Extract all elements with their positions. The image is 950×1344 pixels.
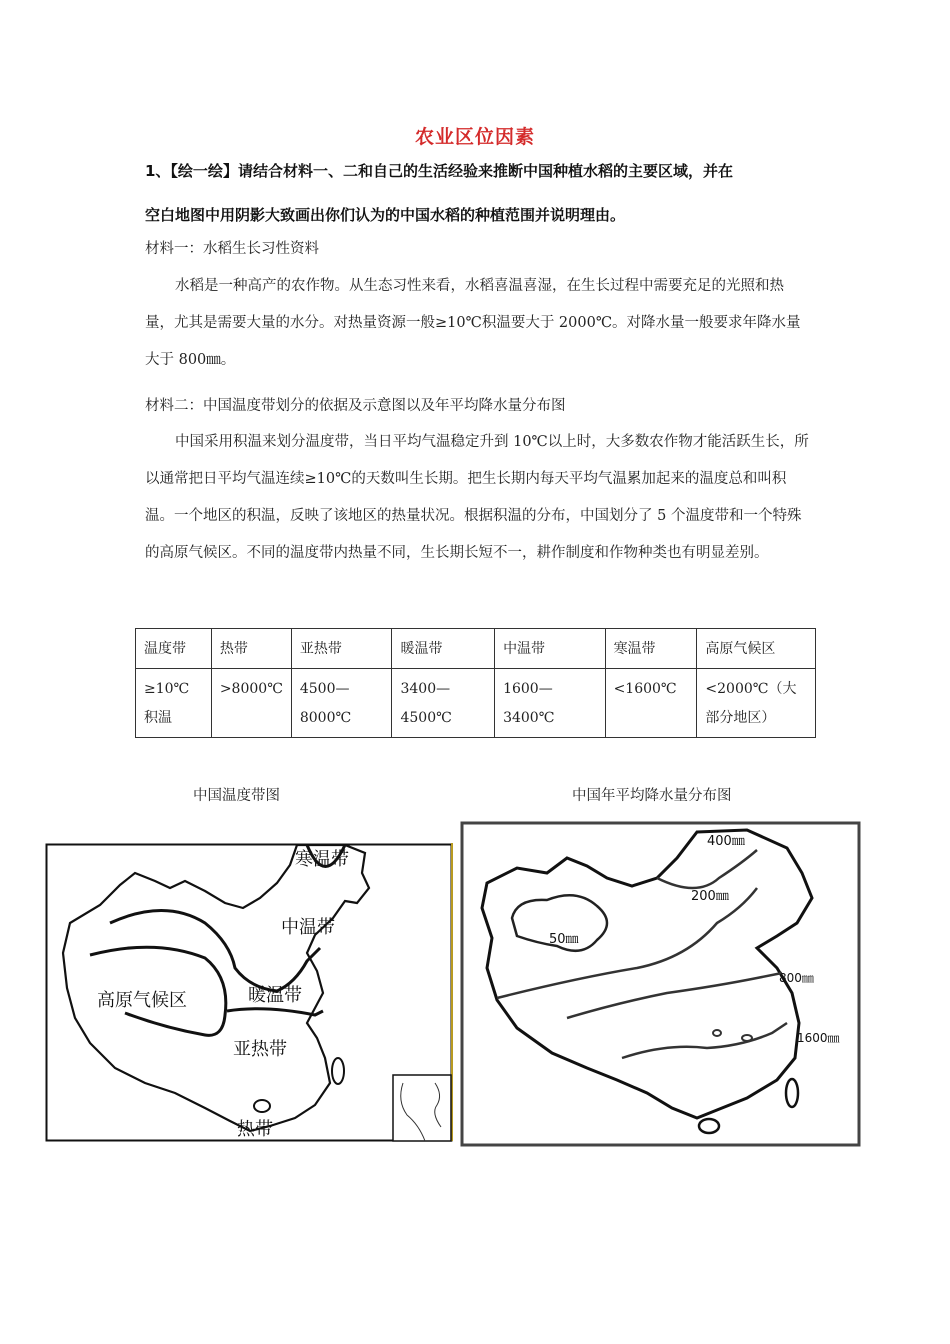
table-header-cell: 寒温带	[605, 629, 697, 669]
label-tropical: 热带	[237, 1119, 273, 1140]
material2-heading: 材料二：中国温度带划分的依据及示意图以及年平均降水量分布图	[145, 398, 566, 414]
question-line-1: 1、【绘一绘】请结合材料一、二和自己的生活经验来推断中国种植水稻的主要区域，并在	[145, 162, 733, 180]
label-plateau: 高原气候区	[97, 990, 187, 1011]
label-mid-temperate: 中温带	[281, 917, 335, 938]
table-header-cell: 亚热带	[291, 629, 392, 669]
table-row	[136, 669, 816, 738]
label-warm-temperate: 暖温带	[248, 985, 302, 1006]
table-cell: >8000℃	[211, 669, 291, 738]
table-cell: 3400—4500℃	[392, 669, 495, 738]
material2-body: 中国采用积温来划分温度带，当日平均气温稳定升到 10℃以上时，大多数农作物才能活跃生长，所以通常把日平均气温连续≥10℃的天数叫生长期。把生长期内每天平均气温累加起来的温度总和叫积温。一个地区的积温，反映了该地区的热量状况。根据积温的分布，中国划分了 5 个温度带和一个特殊的高原气候区。不同的温度带内热量不同，生长期长短不一，耕作制度和作物种类也有明显差别。	[145, 434, 809, 561]
table-cell: 1600—3400℃	[495, 669, 606, 738]
label-400mm: 400㎜	[707, 834, 745, 849]
precipitation-map	[457, 818, 865, 1150]
label-200mm: 200㎜	[691, 889, 729, 904]
temperature-zone-table	[135, 628, 816, 738]
table-header-cell: 中温带	[495, 629, 606, 669]
table-header-row	[136, 629, 816, 669]
table-cell: 4500—8000℃	[291, 669, 392, 738]
label-1600mm: 1600㎜	[797, 1031, 840, 1045]
question-line-2: 空白地图中用阴影大致画出你们认为的中国水稻的种植范围并说明理由。	[145, 206, 626, 224]
table-header-cell: 暖温带	[392, 629, 495, 669]
map1-caption: 中国温度带图	[193, 788, 280, 804]
label-800mm: 800㎜	[779, 971, 814, 985]
temperature-zone-map	[45, 843, 455, 1143]
table-header-cell: 温度带	[136, 629, 212, 669]
label-cold-temperate: 寒温带	[295, 849, 349, 870]
table-cell: ≥10℃积温	[136, 669, 212, 738]
table-cell: <2000℃（大部分地区）	[697, 669, 816, 738]
material1-heading: 材料一：水稻生长习性资料	[145, 241, 319, 257]
table-header-cell: 热带	[211, 629, 291, 669]
table-cell: <1600℃	[605, 669, 697, 738]
page-title: 农业区位因素	[414, 126, 535, 148]
material1-body: 水稻是一种高产的农作物。从生态习性来看，水稻喜温喜湿，在生长过程中需要充足的光照和热量，尤其是需要大量的水分。对热量资源一般≥10℃积温要大于 2000℃。对降水量一般要求年降水量大于 800㎜。	[145, 278, 801, 368]
label-50mm: 50㎜	[549, 932, 579, 947]
map2-caption: 中国年平均降水量分布图	[572, 788, 732, 804]
table-header-cell: 高原气候区	[697, 629, 816, 669]
label-subtropical: 亚热带	[233, 1039, 287, 1060]
